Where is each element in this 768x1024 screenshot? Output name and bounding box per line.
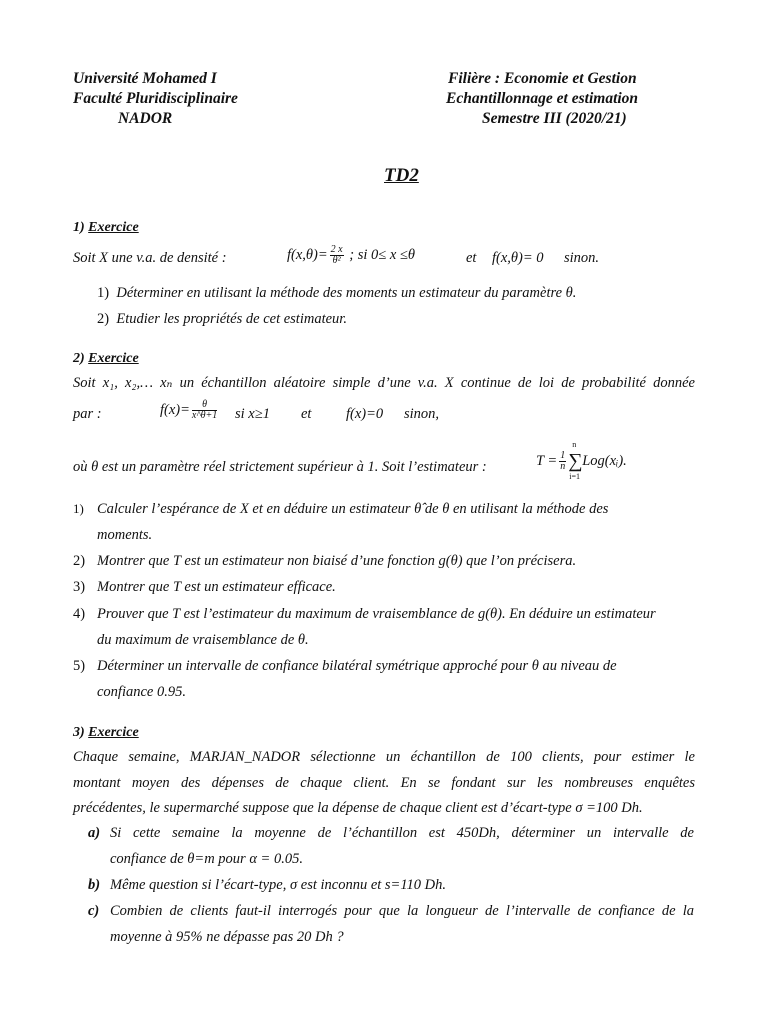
exercise-3-item-a-line-2: confiance de θ=m pour α = 0.05. [110,851,303,867]
exercise-1-et: et [466,250,477,266]
exercise-2-item-1-line-2: moments. [97,527,153,543]
exercise-2-item-4-line-2: du maximum de vraisemblance de θ. [97,632,309,648]
page-title: TD2 [384,165,419,186]
exercise-3-item-b-line-1: Même question si l’écart-type, σ est inconnu et s=110 Dh. [110,877,446,893]
exercise-3-item-b-num: b) [88,877,101,893]
exercise-3-item-a-line-1: Si cette semaine la moyenne de l’échantillon est 450Dh, déterminer un intervalle de [110,825,694,841]
exercise-1-heading: 1) Exercice [73,220,139,235]
course-name: Echantillonnage et estimation [446,90,639,107]
exercise-2-item-5-line-1: Déterminer un intervalle de confiance bilatéral symétrique approché pour θ au niveau de [97,658,617,674]
estimator-fraction: $\frac{1}{n}$ [560,450,566,472]
exercise-2-f-else: f(x)=0 [346,406,384,422]
exercise-2-sinon: sinon, [404,406,440,422]
estimator-formula: T = $\frac{1}{n}$ ∑ n i=1 Log(xᵢ). [536,440,627,481]
exercise-1-sinon: sinon. [564,250,600,266]
exercise-2-item-4-num: 4) [73,606,86,622]
exercise-2-intro: Soit x₁, x₂,… xₙ un échantillon aléatoire simple d’une v.a. X continue de loi de probabilité donnée [73,375,695,391]
field-of-study: Filière : Economie et Gestion [448,70,637,87]
exercise-2-item-2-num: 2) [73,553,86,569]
exercise-2-item-3-num: 3) [73,579,86,595]
semester: Semestre III (2020/21) [482,110,627,127]
exercise-3-para-line-2: montant moyen des dépenses de chaque client. En se fondant sur les nombreuses enquêtes [73,775,695,791]
university-name: Université Mohamed I [73,70,217,87]
exercise-2-item-1-num: 1) [73,501,84,516]
exercise-2-item-5-line-2: confiance 0.95. [97,684,186,700]
exercise-1-item-2: 2) Etudier les propriétés de cet estimateur. [97,311,347,327]
exercise-2-density: f(x)= $\frac{\theta}{x\^{}\theta+1}$ [160,399,218,421]
exercise-2-item-4-line-1: Prouver que T est l’estimateur du maximum de vraisemblance de g(θ). En déduire un estimateur [97,606,656,622]
exercise-1-density: f(x,θ)= $\frac{2 x}{\text{θ²}}$ ; si 0≤ x ≤θ [287,244,415,266]
density-fraction-2: $\frac{\theta}{x\^{}\theta+1}$ [191,399,218,421]
exercise-1-f-else: f(x,θ)= 0 [492,250,544,266]
exercise-2-item-3-line-1: Montrer que T est un estimateur efficace. [97,579,336,595]
exercise-1-intro: Soit X une v.a. de densité : [73,250,227,266]
sum-symbol: ∑ n i=1 [568,440,583,481]
exercise-3-item-c-line-2: moyenne à 95% ne dépasse pas 20 Dh ? [110,929,344,945]
exercise-3-item-a-num: a) [88,825,101,841]
exercise-3-item-c-num: c) [88,903,100,919]
exercise-2-par: par : [73,406,102,422]
exercise-2-cond: si x≥1 [235,406,270,422]
exercise-2-item-1-line-1: Calculer l’espérance de X et en déduire un estimateur θ̂ de θ en utilisant la méthode des [97,501,609,517]
exercise-3-para-line-1: Chaque semaine, MARJAN_NADOR sélectionne un échantillon de 100 clients, pour estimer le [73,749,695,765]
exercise-2-item-5-num: 5) [73,658,86,674]
density-fraction: $\frac{2 x}{\text{θ²}}$ [330,244,343,266]
exercise-2-heading: 2) Exercice [73,351,139,366]
faculty-name: Faculté Pluridisciplinaire [73,90,238,107]
exercise-1-item-1: 1) Déterminer en utilisant la méthode des moments un estimateur du paramètre θ. [97,285,577,301]
city-name: NADOR [118,110,173,127]
exercise-2-item-2-line-1: Montrer que T est un estimateur non biaisé d’une fonction g(θ) que l’on précisera. [97,553,577,569]
exercise-3-para-line-3: précédentes, le supermarché suppose que la dépense de chaque client est d’écart-type σ =100 Dh. [73,800,643,816]
exercise-2-param-text: où θ est un paramètre réel strictement supérieur à 1. Soit l’estimateur : [73,459,487,475]
exercise-3-heading: 3) Exercice [73,725,139,740]
exercise-2-et: et [301,406,312,422]
exercise-3-item-c-line-1: Combien de clients faut-il interrogés pour que la longueur de l’intervalle de confiance de la [110,903,694,919]
